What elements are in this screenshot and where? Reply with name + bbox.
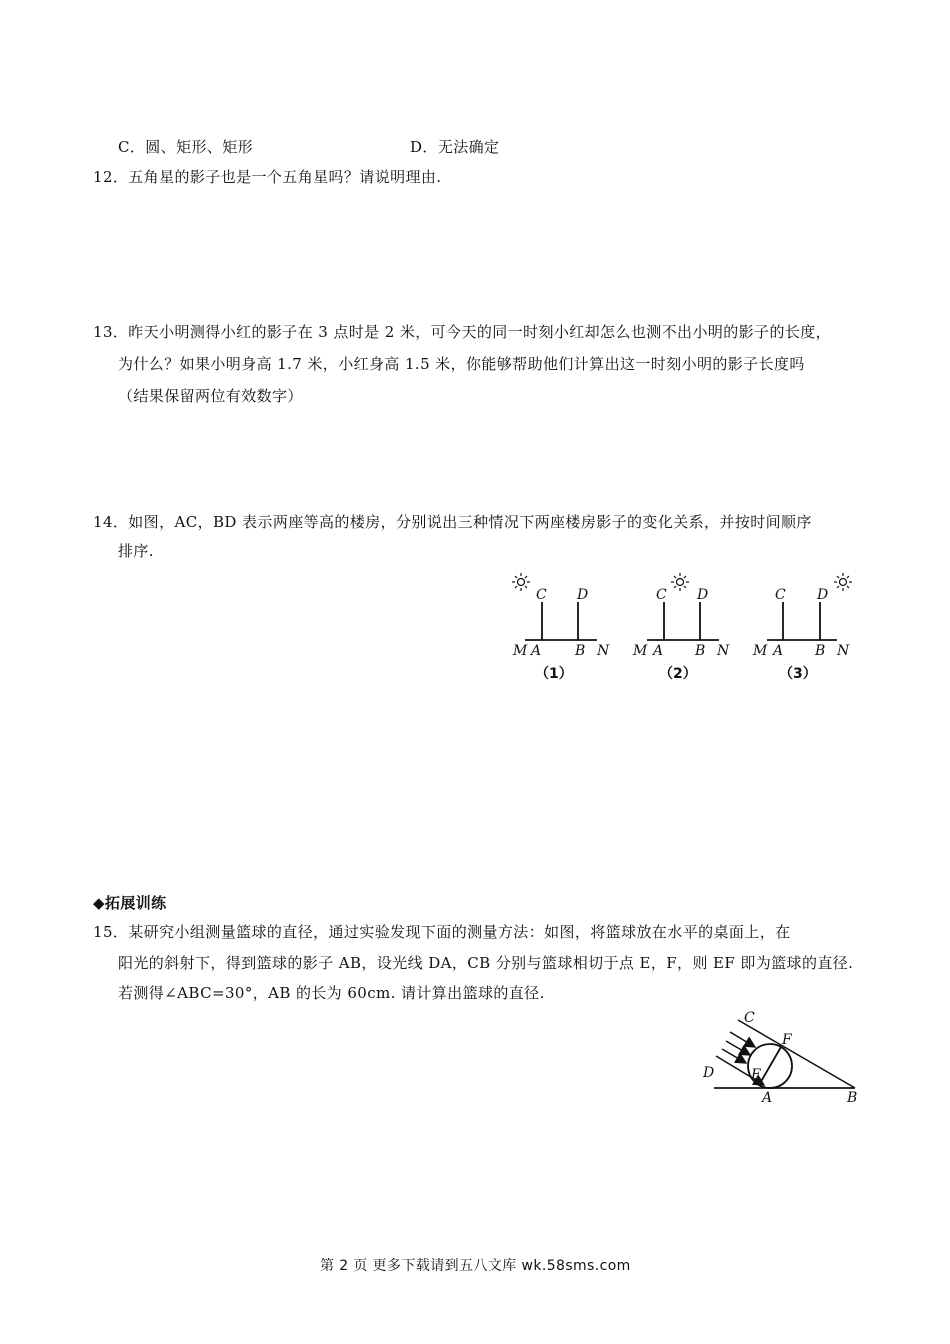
caption: （3） [779, 666, 817, 682]
label-b: B [575, 643, 586, 659]
label-n: N [837, 643, 850, 659]
q13-line1: 13．昨天小明测得小红的影子在 3 点时是 2 米，可今天的同一时刻小红却怎么也测不出小明的影子的长度， [93, 323, 832, 341]
sun-icon [512, 573, 530, 591]
label-f: F [782, 1032, 792, 1048]
caption: （2） [659, 666, 697, 682]
label-c: C [775, 587, 786, 603]
label-c: C [536, 587, 547, 603]
q13-line3: （结果保留两位有效数字） [118, 387, 303, 405]
section-title: ◆拓展训练 [93, 894, 167, 912]
label-n: N [717, 643, 730, 659]
label-n: N [597, 643, 610, 659]
label-d: D [697, 587, 709, 603]
page-footer: 第 2 页 更多下载请到五八文库 wk.58sms.com [320, 1258, 631, 1274]
q14-line1: 14．如图，AC，BD 表示两座等高的楼房，分别说出三种情况下两座楼房影子的变化关系，并按时间顺序 [93, 513, 812, 531]
label-b: B [815, 643, 826, 659]
label-a: A [773, 643, 784, 659]
label-a: A [762, 1090, 773, 1106]
label-b: B [695, 643, 706, 659]
label-d: D [577, 587, 589, 603]
sun-icon [834, 573, 852, 591]
q15-line3: 若测得∠ABC=30°，AB 的长为 60cm. 请计算出篮球的直径. [118, 984, 545, 1002]
label-c: C [744, 1010, 755, 1026]
q12-text: 12．五角星的影子也是一个五角星吗？请说明理由. [93, 168, 442, 186]
label-m: M [513, 643, 528, 659]
q15-line1: 15．某研究小组测量篮球的直径，通过实验发现下面的测量方法：如图，将篮球放在水平的桌面上，在 [93, 923, 791, 941]
q13-line2: 为什么？如果小明身高 1.7 米，小红身高 1.5 米，你能够帮助他们计算出这一时刻小明的影子长度吗 [118, 355, 805, 373]
label-m: M [633, 643, 648, 659]
label-d: D [817, 587, 829, 603]
q14-figure-2 [627, 570, 737, 690]
q15-figure [700, 1006, 870, 1106]
label-e: E [751, 1067, 762, 1083]
q14-figure-1 [505, 570, 615, 690]
label-b: B [847, 1090, 858, 1106]
label-a: A [531, 643, 542, 659]
diameter-ef [759, 1047, 781, 1085]
q15-line2: 阳光的斜射下，得到篮球的影子 AB，设光线 DA，CB 分别与篮球相切于点 E，F，则 EF 即为篮球的直径. [118, 954, 854, 972]
caption: （1） [535, 666, 573, 682]
label-d: D [703, 1065, 715, 1081]
sun-icon [671, 573, 689, 591]
q11-option-c: C．圆、矩形、矩形 [118, 138, 254, 156]
q14-figure-3 [749, 570, 859, 690]
q11-option-d: D．无法确定 [410, 138, 500, 156]
label-m: M [753, 643, 768, 659]
q14-line2: 排序. [118, 542, 154, 560]
label-c: C [656, 587, 667, 603]
label-a: A [653, 643, 664, 659]
